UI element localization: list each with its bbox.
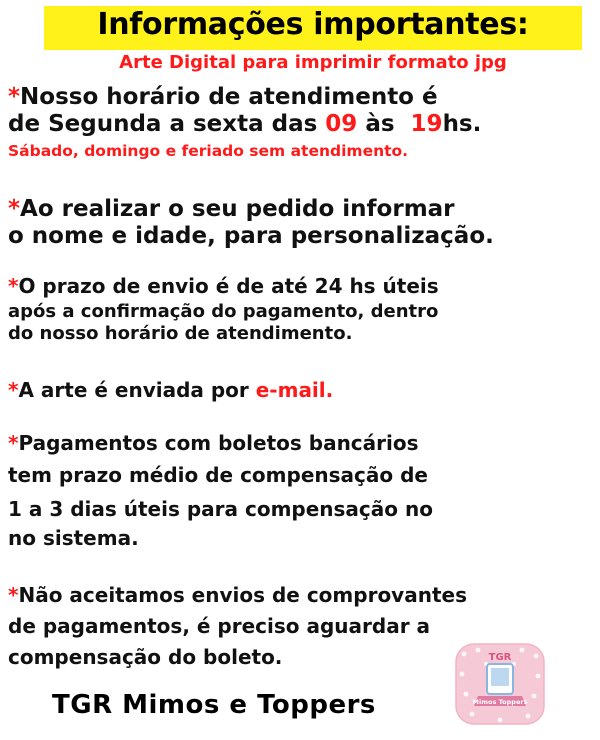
star-icon: * [8,378,19,402]
logo-ribbon-text: Mimos Toppers [472,698,528,706]
hours-line-3: Sábado, domingo e feriado sem atendimento. [8,142,409,160]
title-banner [44,6,582,50]
email-word: e-mail. [255,378,334,402]
star-icon: * [8,84,21,110]
receipts-line-3: compensação do boleto. [8,645,283,669]
shipping-line-3: do nosso horário de atendimento. [8,323,353,344]
info-item-order [8,196,596,250]
email-line-pre: A arte é enviada por [18,378,256,402]
payment-line-4: no sistema. [8,526,139,550]
page-subtitle: Arte Digital para imprimir formato jpg [119,52,507,73]
receipts-line-2: de pagamentos, é preciso aguardar a [8,614,431,638]
star-icon: * [8,431,19,455]
shipping-line-1: O prazo de envio é de até 24 hs úteis [18,274,439,298]
star-icon: * [8,196,21,222]
page-title: Informações importantes: [97,7,529,42]
info-item-shipping [8,274,596,345]
info-item-email [8,378,596,402]
hours-line-2-post: hs. [442,111,482,137]
receipts-line-1: Não aceitamos envios de comprovantes [18,583,467,607]
hours-open: 09 [325,111,358,137]
star-icon: * [8,274,19,298]
info-item-hours [8,84,596,162]
info-item-payment [8,428,596,550]
payment-line-2: tem prazo médio de compensação de [8,463,428,487]
logo-top-text: TGR [488,652,512,663]
hours-close: 19 [410,111,443,137]
order-line-2: o nome e idade, para personalização. [8,223,494,249]
hours-line-2-mid: às [357,111,411,137]
star-icon: * [8,583,19,607]
hours-line-2-pre: de Segunda a sexta das [8,111,326,137]
brand-name: TGR Mimos e Toppers [52,690,376,720]
payment-line-3: 1 a 3 dias úteis para compensação no [8,497,433,521]
order-line-1: Ao realizar o seu pedido informar [20,196,455,222]
brand-logo-icon [452,640,548,728]
hours-line-1: Nosso horário de atendimento é [20,84,438,110]
shipping-line-2: após a confirmação do pagamento, dentro [8,301,439,322]
payment-line-1: Pagamentos com boletos bancários [18,431,419,455]
